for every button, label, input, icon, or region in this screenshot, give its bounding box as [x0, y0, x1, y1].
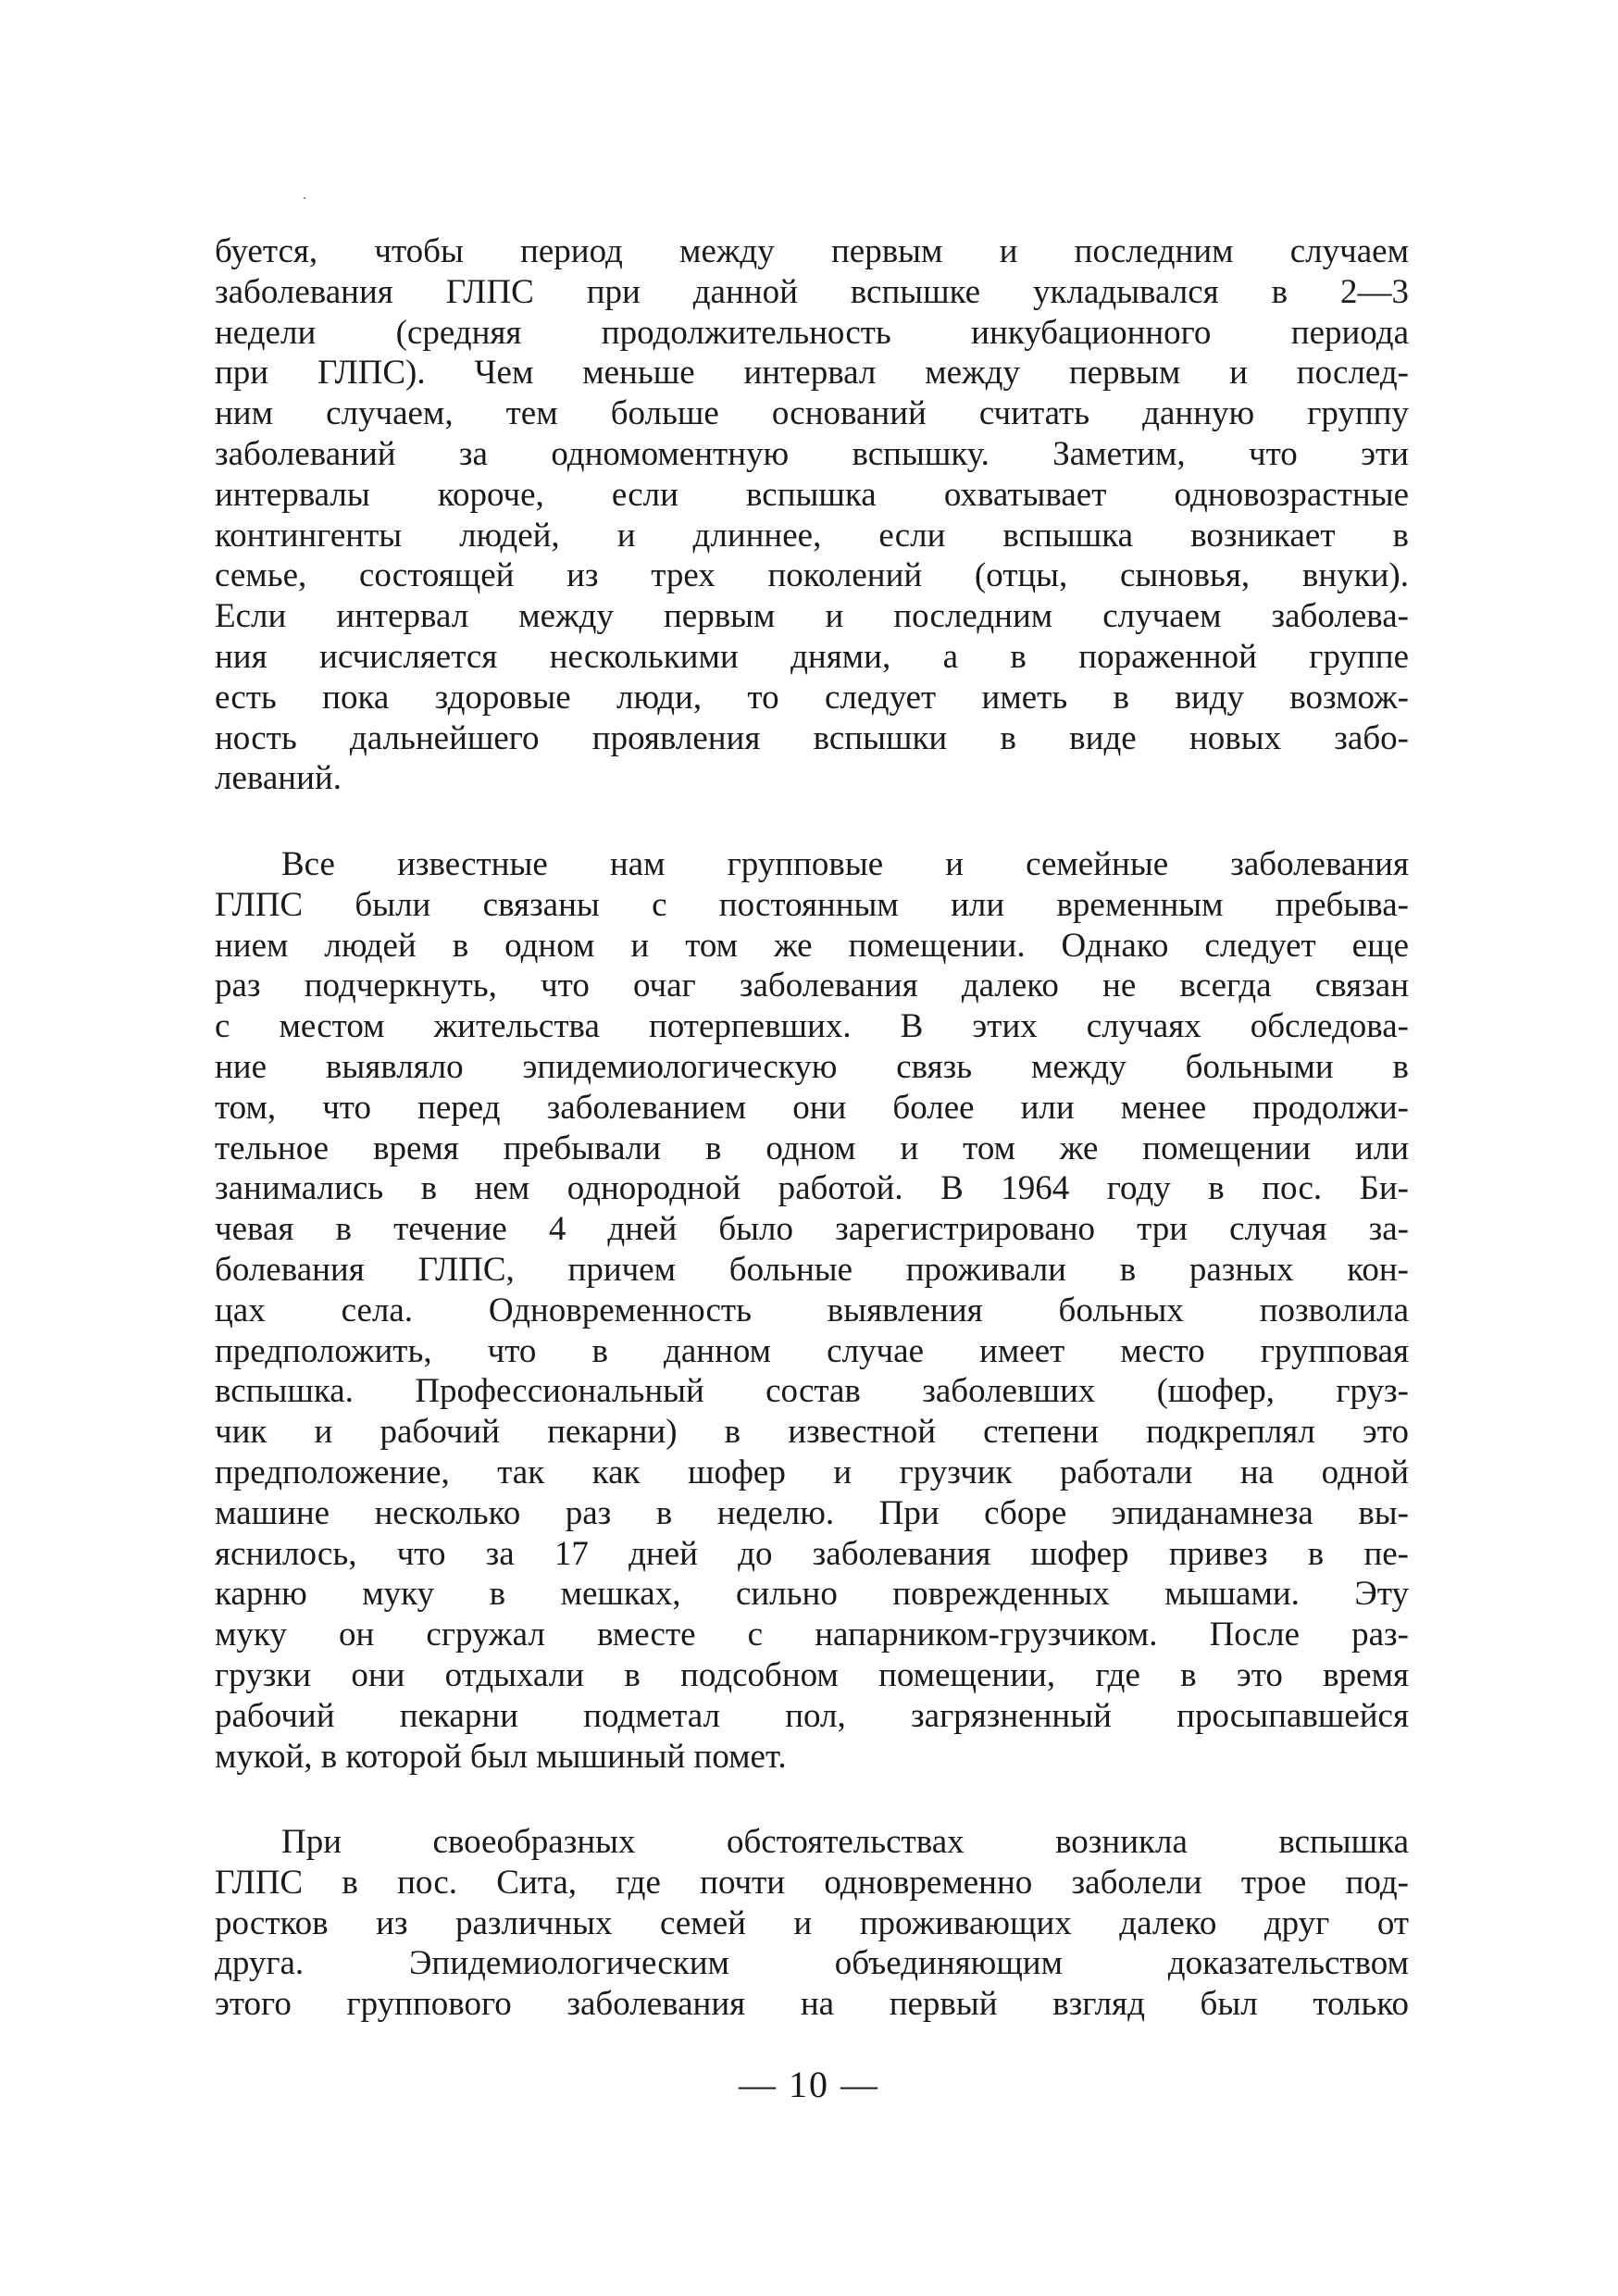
- scan-speck: [304, 197, 305, 199]
- text-line: леваний.: [215, 759, 342, 798]
- text-line: заболевания ГЛПС при данной вспышке укладывался в 2—3: [215, 272, 1409, 311]
- text-line: предположение, так как шофер и грузчик работали на одной: [215, 1453, 1409, 1491]
- text-line-content: Все известные нам групповые и семейные заболевания: [281, 845, 1409, 883]
- text-line: ность дальнейшего проявления вспышки в виде новых забо-: [215, 718, 1409, 757]
- text-line: ГЛПС были связаны с постоянным или временным пребыва-: [215, 885, 1409, 924]
- text-line: этого группового заболевания на первый взгляд был только: [215, 1985, 1409, 2024]
- text-line: рабочий пекарни подметал пол, загрязненный просыпавшейся: [215, 1696, 1409, 1735]
- text-line: ние выявляло эпидемиологическую связь между больными в: [215, 1047, 1409, 1086]
- text-line: Если интервал между первым и последним случаем заболева-: [215, 597, 1409, 636]
- paragraph-1: [215, 231, 1409, 799]
- text-line: при ГЛПС). Чем меньше интервал между первым и послед-: [215, 354, 1409, 393]
- text-line: нием людей в одном и том же помещении. Однако следует еще: [215, 926, 1409, 965]
- text-line: недели (средняя продолжительность инкубационного периода: [215, 313, 1409, 352]
- text-line: заболеваний за одномоментную вспышку. Заметим, что эти: [215, 434, 1409, 473]
- text-line: чевая в течение 4 дней было зарегистрировано три случая за-: [215, 1210, 1409, 1249]
- text-line: том, что перед заболеванием они более или менее продолжи-: [215, 1088, 1409, 1127]
- text-line: [215, 844, 1409, 885]
- text-line: ния исчисляется несколькими днями, а в пораженной группе: [215, 637, 1409, 676]
- text-line: интервалы короче, если вспышка охватывает одновозрастные: [215, 475, 1409, 514]
- text-line: болевания ГЛПС, причем больные проживали в разных кон-: [215, 1250, 1409, 1289]
- text-line: буется, чтобы период между первым и последним случаем: [215, 232, 1409, 270]
- text-line: предположить, что в данном случае имеет место групповая: [215, 1331, 1409, 1370]
- text-line: занимались в нем однородной работой. В 1964 году в пос. Би-: [215, 1169, 1409, 1208]
- text-line: тельное время пребывали в одном и том же помещении или: [215, 1129, 1409, 1167]
- text-line: друга. Эпидемиологическим объединяющим доказательством: [215, 1944, 1409, 1983]
- text-line: ростков из различных семей и проживающих далеко друг от: [215, 1903, 1409, 1942]
- text-line-content: При своеобразных обстоятельствах возникла вспышка: [281, 1823, 1409, 1861]
- text-line: контингенты людей, и длиннее, если вспышка возникает в: [215, 516, 1409, 555]
- text-line: ГЛПС в пос. Сита, где почти одновременно заболели трое под-: [215, 1863, 1409, 1902]
- text-line: грузки они отдыхали в подсобном помещении, где в это время: [215, 1655, 1409, 1694]
- text-line: [215, 1822, 1409, 1863]
- text-line: чик и рабочий пекарни) в известной степени подкреплял это: [215, 1413, 1409, 1452]
- paragraph-2: [215, 844, 1409, 1777]
- text-line: машине несколько раз в неделю. При сборе эпиданамнеза вы-: [215, 1493, 1409, 1532]
- paragraph-3: [215, 1822, 1409, 2025]
- text-line: муку он сгружал вместе с напарником-грузчиком. После раз-: [215, 1616, 1409, 1654]
- text-line: вспышка. Профессиональный состав заболевших (шофер, груз-: [215, 1372, 1409, 1411]
- text-line: семье, состоящей из трех поколений (отцы, сыновья, внуки).: [215, 556, 1409, 595]
- text-line: яснилось, что за 17 дней до заболевания шофер привез в пе-: [215, 1534, 1409, 1573]
- text-line: с местом жительства потерпевших. В этих случаях обследова-: [215, 1007, 1409, 1046]
- text-line: раз подчеркнуть, что очаг заболевания далеко не всегда связан: [215, 967, 1409, 1005]
- text-line: цах села. Одновременность выявления больных позволила: [215, 1291, 1409, 1329]
- text-line: карню муку в мешках, сильно поврежденных мышами. Эту: [215, 1575, 1409, 1614]
- text-line: есть пока здоровые люди, то следует иметь в виду возмож-: [215, 678, 1409, 717]
- text-line: ним случаем, тем больше оснований считать данную группу: [215, 394, 1409, 433]
- text-line: мукой, в которой был мышиный помет.: [215, 1737, 787, 1776]
- page-number: — 10 —: [739, 2064, 879, 2105]
